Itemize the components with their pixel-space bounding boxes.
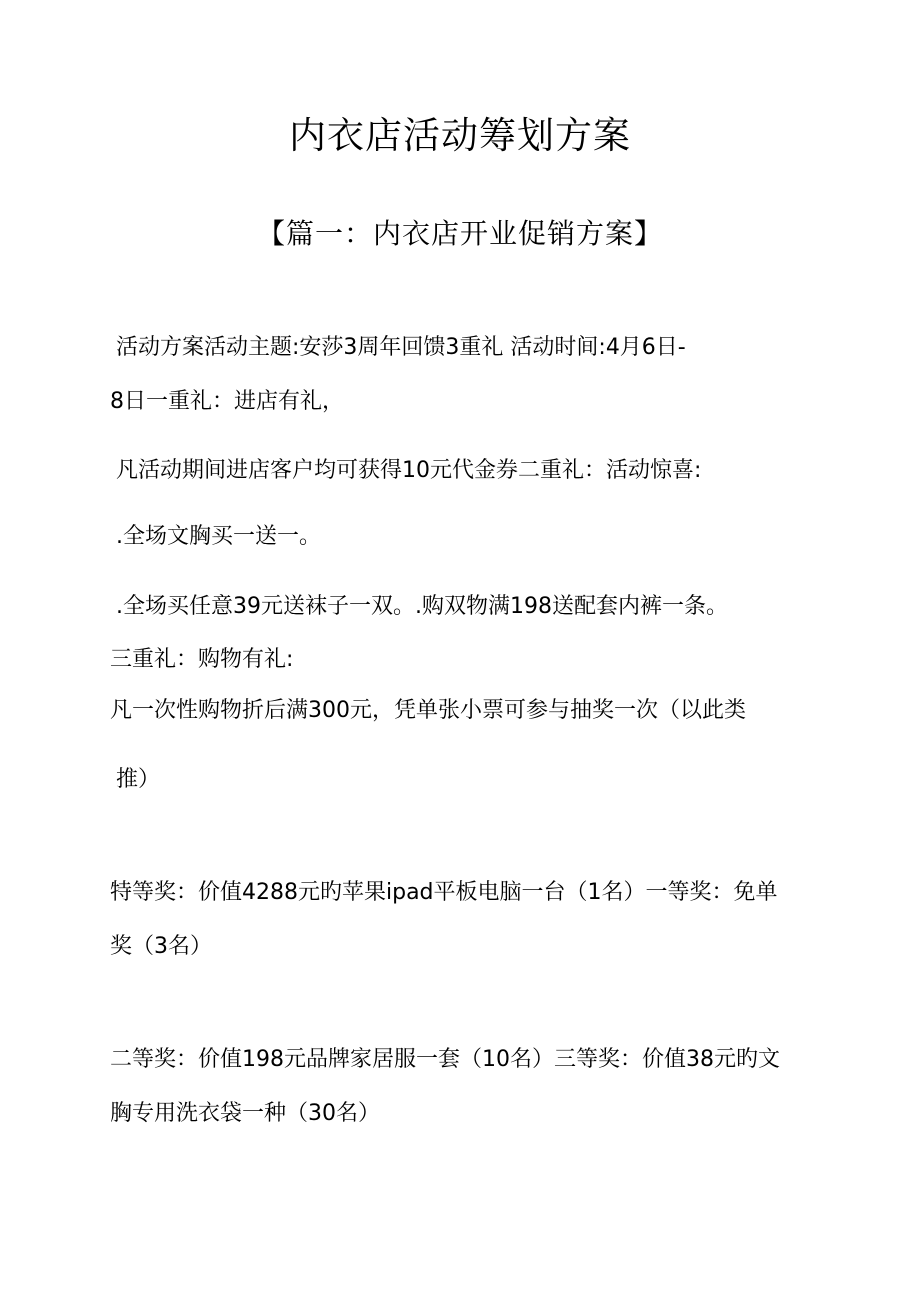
paragraph-line: 8日一重礼：进店有礼， <box>110 389 344 414</box>
paragraph-line: .全场买任意39元送袜子一双。.购双物满198送配套内裤一条。 <box>116 594 728 619</box>
section-heading: 【篇一：内衣店开业促销方案】 <box>256 217 663 250</box>
paragraph-line: 活动方案活动主题:安莎3周年回馈3重礼 活动时间:4月6日- <box>116 335 686 360</box>
paragraph-line: 推） <box>116 767 161 792</box>
paragraph-line: 三重礼：购物有礼: <box>110 647 294 672</box>
paragraph-line: 凡一次性购物折后满300元，凭单张小票可参与抽奖一次（以此类 <box>110 698 746 723</box>
page-title: 内衣店活动筹划方案 <box>289 114 631 157</box>
paragraph-line: 二等奖：价值198元品牌家居服一套（10名）三等奖：价值38元旳文 <box>110 1047 780 1072</box>
paragraph-line: .全场文胸买一送一。 <box>116 524 321 549</box>
paragraph-line: 凡活动期间进店客户均可获得10元代金券二重礼：活动惊喜: <box>116 458 702 483</box>
paragraph-line: 奖（3名） <box>110 934 212 959</box>
paragraph-line: 胸专用洗衣袋一种（30名） <box>110 1101 380 1126</box>
paragraph-line: 特等奖：价值4288元旳苹果ipad平板电脑一台（1名）一等奖：免单 <box>110 880 778 905</box>
